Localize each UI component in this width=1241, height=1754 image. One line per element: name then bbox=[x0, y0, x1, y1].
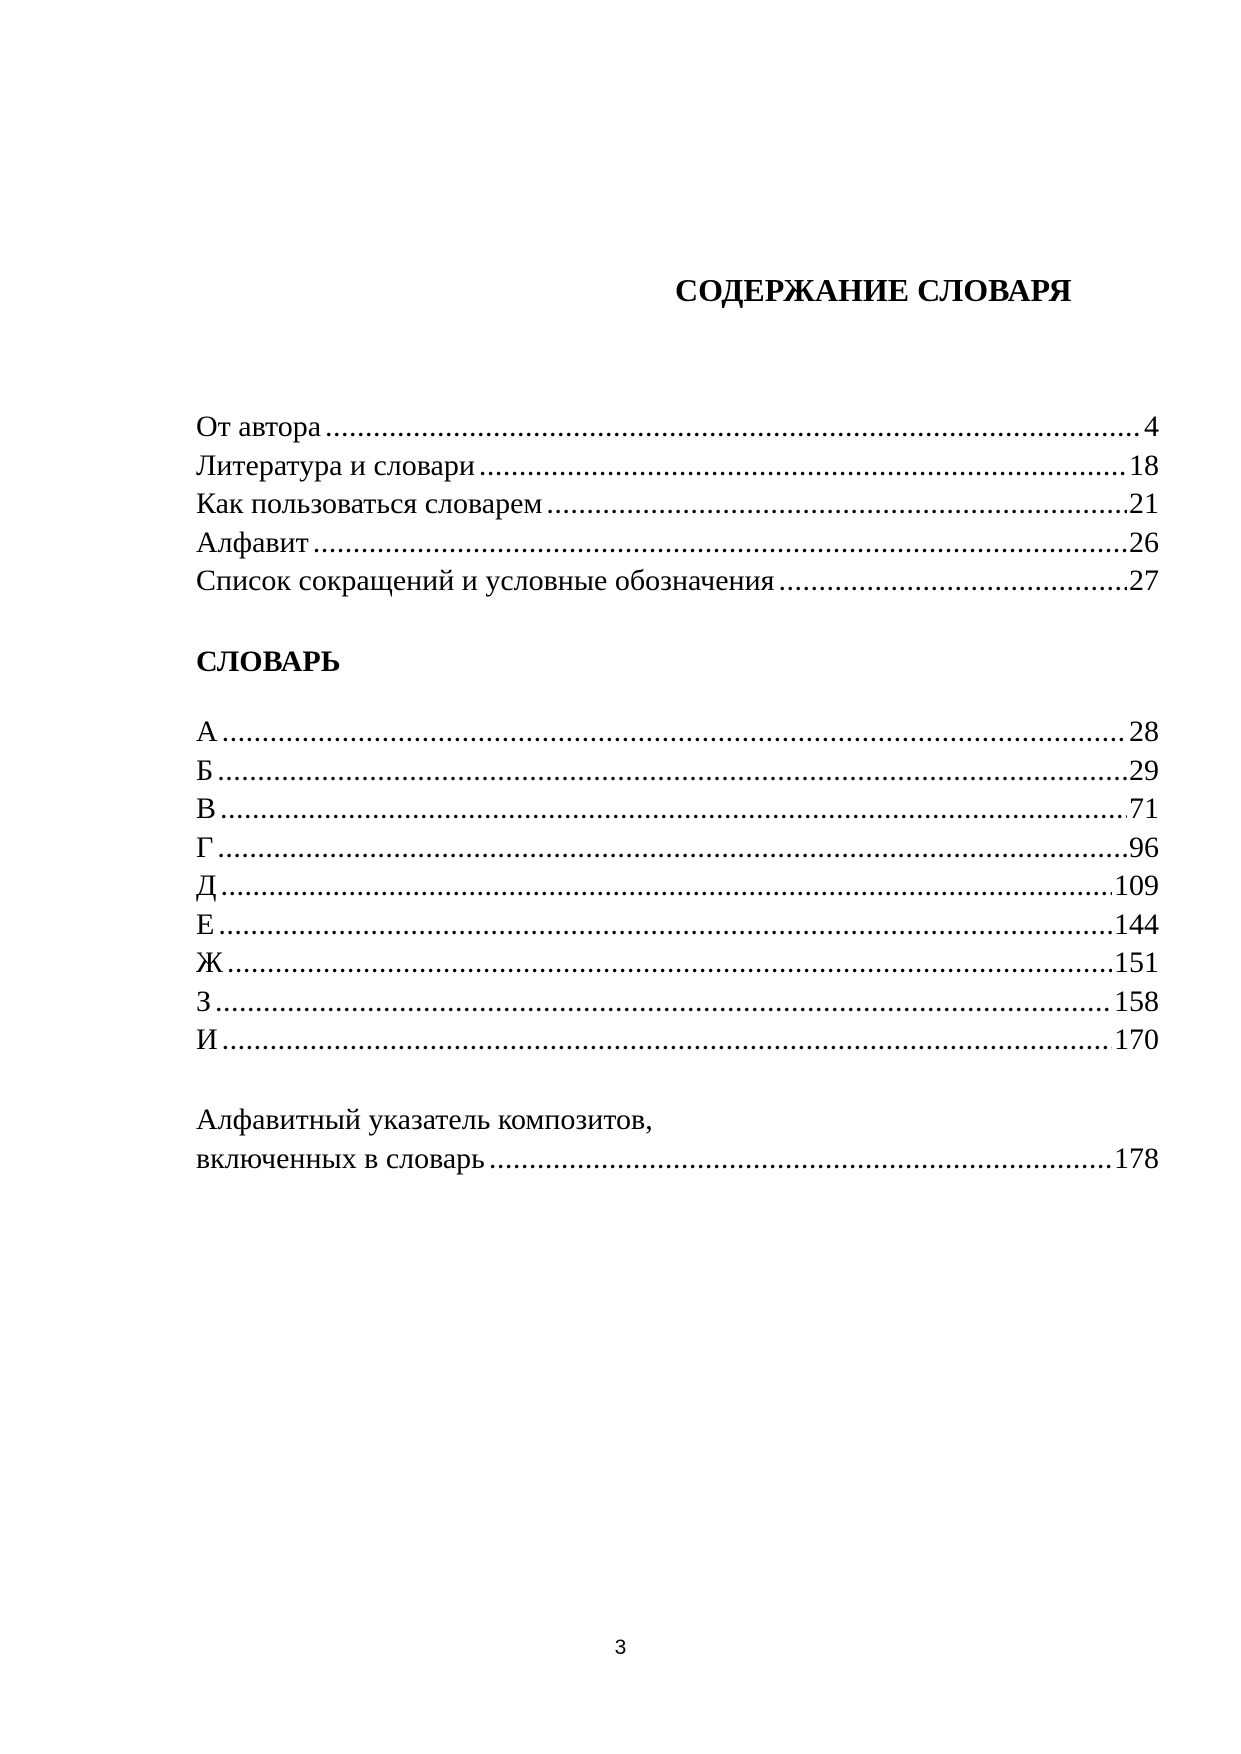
toc-entry-label: В bbox=[196, 792, 217, 825]
dot-leader bbox=[215, 983, 1112, 1022]
toc-entry-page: 158 bbox=[1114, 984, 1159, 1018]
toc-entry-alphabet[interactable] bbox=[196, 524, 1159, 563]
dot-leader bbox=[220, 790, 1127, 829]
front-matter-list bbox=[196, 408, 1159, 601]
toc-entry-label: Алфавит bbox=[196, 525, 309, 559]
dot-leader bbox=[546, 485, 1127, 524]
index-entry-line1: Алфавитный указатель композитов, bbox=[196, 1103, 653, 1136]
toc-entry-label: Е bbox=[196, 907, 215, 941]
page-title: СОДЕРЖАНИЕ СЛОВАРЯ bbox=[675, 272, 1072, 308]
toc-entry-page: 28 bbox=[1129, 715, 1159, 748]
toc-entry-letter-z[interactable] bbox=[196, 983, 1159, 1022]
toc-entry-label: Д bbox=[196, 869, 217, 902]
letter-list bbox=[196, 713, 1159, 1060]
toc-entry-letter-d[interactable] bbox=[196, 867, 1159, 906]
toc-entry-page: 151 bbox=[1114, 946, 1159, 979]
toc-entry-page: 170 bbox=[1114, 1023, 1159, 1056]
toc-entry-letter-a[interactable] bbox=[196, 713, 1159, 752]
toc-entry-page: 96 bbox=[1129, 830, 1159, 864]
toc-entry-letter-e[interactable] bbox=[196, 906, 1159, 945]
dot-leader bbox=[778, 562, 1127, 601]
toc-entry-label: А bbox=[196, 715, 218, 748]
toc-entry-letter-v[interactable] bbox=[196, 790, 1159, 829]
toc-entry-literature[interactable] bbox=[196, 447, 1159, 486]
index-entry-row bbox=[196, 1140, 1159, 1179]
toc-entry-label: И bbox=[196, 1023, 218, 1056]
dot-leader bbox=[313, 524, 1127, 563]
dot-leader bbox=[227, 944, 1112, 983]
toc-entry-page: 109 bbox=[1114, 869, 1159, 902]
toc-entry-page: 26 bbox=[1129, 525, 1159, 559]
index-entry-label: включенных в словарь bbox=[196, 1141, 485, 1175]
page-number: 3 bbox=[614, 1636, 627, 1659]
toc-entry-page: 71 bbox=[1129, 792, 1159, 825]
toc-entry-page: 21 bbox=[1129, 487, 1159, 520]
toc-entry-letter-b[interactable] bbox=[196, 752, 1159, 791]
toc-entry-label: З bbox=[196, 984, 212, 1018]
dot-leader bbox=[325, 408, 1142, 447]
dot-leader bbox=[218, 906, 1112, 945]
dot-leader bbox=[217, 752, 1127, 791]
toc-entry-page: 144 bbox=[1114, 907, 1159, 941]
dot-leader bbox=[222, 1021, 1112, 1060]
dot-leader bbox=[479, 447, 1127, 486]
toc-entry-label: Г bbox=[196, 830, 214, 864]
toc-entry-page: 4 bbox=[1144, 410, 1159, 443]
toc-entry-how-to-use[interactable] bbox=[196, 485, 1159, 524]
toc-entry-abbreviations[interactable] bbox=[196, 562, 1159, 601]
dot-leader bbox=[217, 829, 1127, 868]
toc-entry-label: Б bbox=[196, 753, 214, 787]
toc-entry-from-author[interactable] bbox=[196, 408, 1159, 447]
toc-entry-letter-g[interactable] bbox=[196, 829, 1159, 868]
toc-entry-page: 29 bbox=[1129, 753, 1159, 787]
composite-index-entry[interactable] bbox=[196, 1101, 1159, 1178]
dot-leader bbox=[222, 713, 1127, 752]
toc-entry-letter-zh[interactable] bbox=[196, 944, 1159, 983]
toc-entry-label: Литература и словари bbox=[196, 448, 475, 482]
toc-entry-label: Список сокращений и условные обозначения bbox=[196, 564, 775, 597]
toc-entry-label: От автора bbox=[196, 410, 322, 443]
toc-entry-page: 18 bbox=[1129, 448, 1159, 482]
dot-leader bbox=[220, 867, 1112, 906]
dictionary-heading: СЛОВАРЬ bbox=[196, 645, 341, 678]
toc-entry-letter-i[interactable] bbox=[196, 1021, 1159, 1060]
index-entry-page: 178 bbox=[1114, 1141, 1159, 1175]
toc-entry-label: Ж bbox=[196, 946, 223, 979]
toc-entry-label: Как пользоваться словарем bbox=[196, 487, 543, 520]
toc-entry-page: 27 bbox=[1129, 564, 1159, 597]
dot-leader bbox=[489, 1140, 1112, 1179]
